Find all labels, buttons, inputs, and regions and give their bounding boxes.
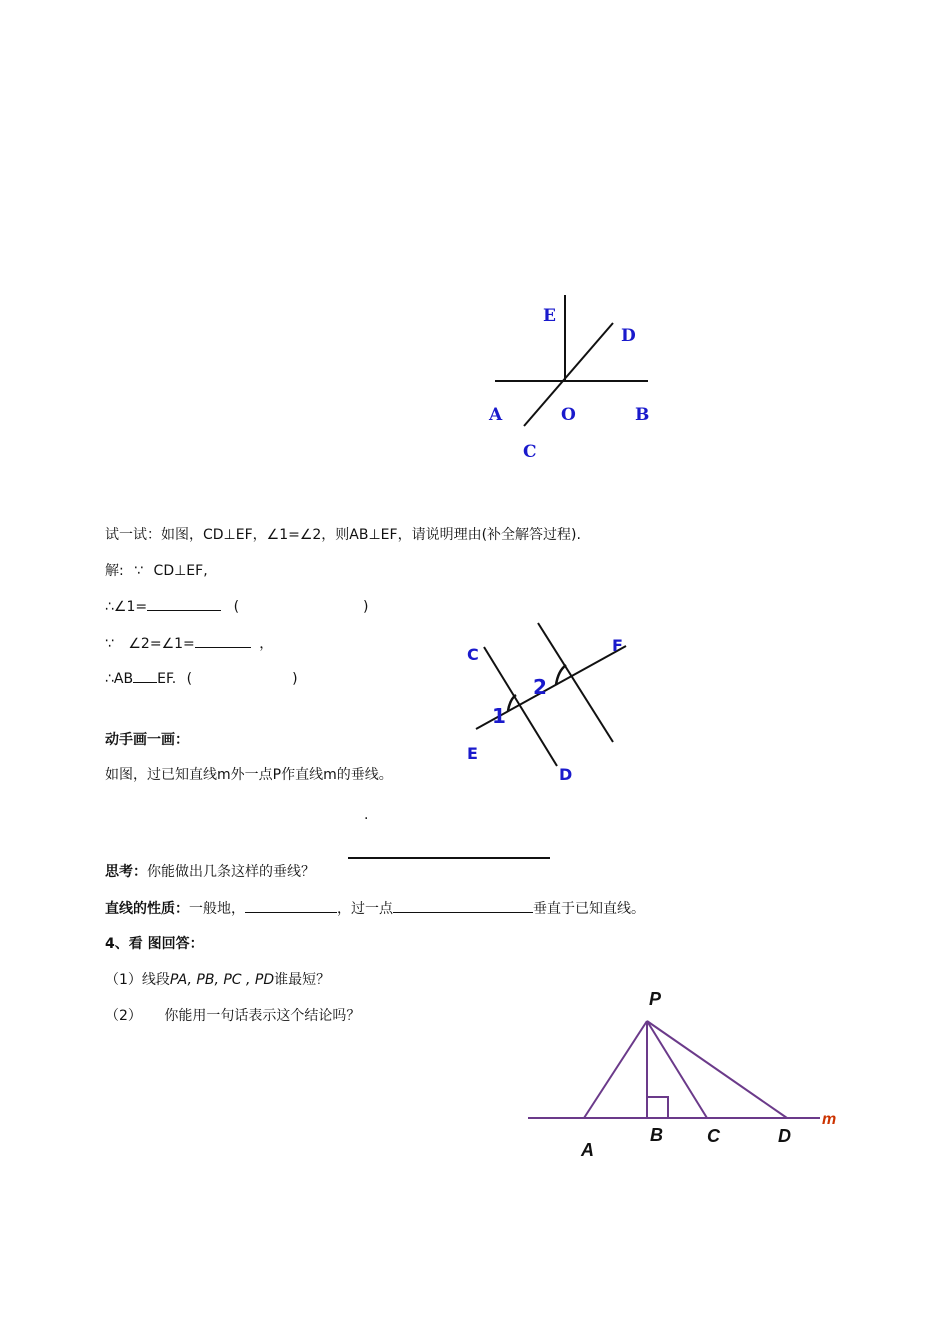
- reason-blank[interactable]: [192, 669, 292, 683]
- label-c: C: [523, 442, 537, 462]
- answer-blank[interactable]: [195, 633, 251, 648]
- line-ab: [538, 623, 613, 742]
- label-b: B: [635, 405, 650, 425]
- label-p: P: [649, 989, 662, 1009]
- line-m: [348, 857, 550, 859]
- segment-pa: [584, 1021, 647, 1118]
- label-angle-1: 1: [492, 704, 506, 728]
- label-angle-2: 2: [533, 675, 547, 699]
- label-a: A: [489, 405, 503, 425]
- exercise-prompt: 试一试：如图，CD⊥EF，∠1=∠2，则AB⊥EF，请说明理由(补全解答过程).: [105, 527, 581, 543]
- q4-question-2: （2） 你能用一句话表示这个结论吗？: [105, 1008, 361, 1024]
- solution-line-4: ∴AB EF. ( ): [105, 668, 298, 689]
- q4-title: 4、看 图回答：: [105, 936, 204, 952]
- answer-blank[interactable]: [133, 668, 157, 683]
- label-d: D: [778, 1126, 791, 1146]
- right-angle-mark: [647, 1097, 668, 1118]
- property-blank-2[interactable]: [393, 898, 533, 913]
- point-p: .: [364, 807, 369, 823]
- draw-title: 动手画一画：: [105, 732, 189, 748]
- solution-line-2: ∴∠1= ( ): [105, 596, 369, 617]
- figure-shortest-segment: [520, 980, 850, 1165]
- figure-perpendicular-aob: [480, 285, 670, 470]
- solution-line-1: 解: ∵ CD⊥EF,: [105, 563, 208, 579]
- reason-blank[interactable]: [239, 597, 363, 611]
- figure-parallel-lines: [460, 615, 640, 790]
- q4-question-1: （1）线段PA, PB, PC , PD谁最短？: [105, 972, 331, 988]
- solution-line-3: ∵ ∠2=∠1= ，: [105, 633, 273, 654]
- label-d: D: [621, 326, 636, 346]
- think-line: 思考：你能做出几条这样的垂线？: [105, 864, 315, 880]
- label-f: F: [612, 636, 623, 655]
- label-e: E: [467, 744, 478, 763]
- property-blank-1[interactable]: [245, 898, 337, 913]
- label-c: C: [707, 1126, 720, 1146]
- label-a: A: [581, 1140, 594, 1160]
- answer-blank[interactable]: [147, 596, 221, 611]
- property-line: 直线的性质：一般地， ，过一点 垂直于已知直线。: [105, 898, 645, 919]
- label-e: E: [543, 306, 556, 326]
- label-m: m: [822, 1111, 837, 1128]
- label-d: D: [559, 765, 573, 784]
- label-o: O: [561, 405, 576, 425]
- draw-text: 如图，过已知直线m外一点P作直线m的垂线。: [105, 767, 393, 783]
- label-b: B: [650, 1125, 663, 1145]
- segment-pc: [647, 1021, 707, 1118]
- label-c: C: [467, 645, 479, 664]
